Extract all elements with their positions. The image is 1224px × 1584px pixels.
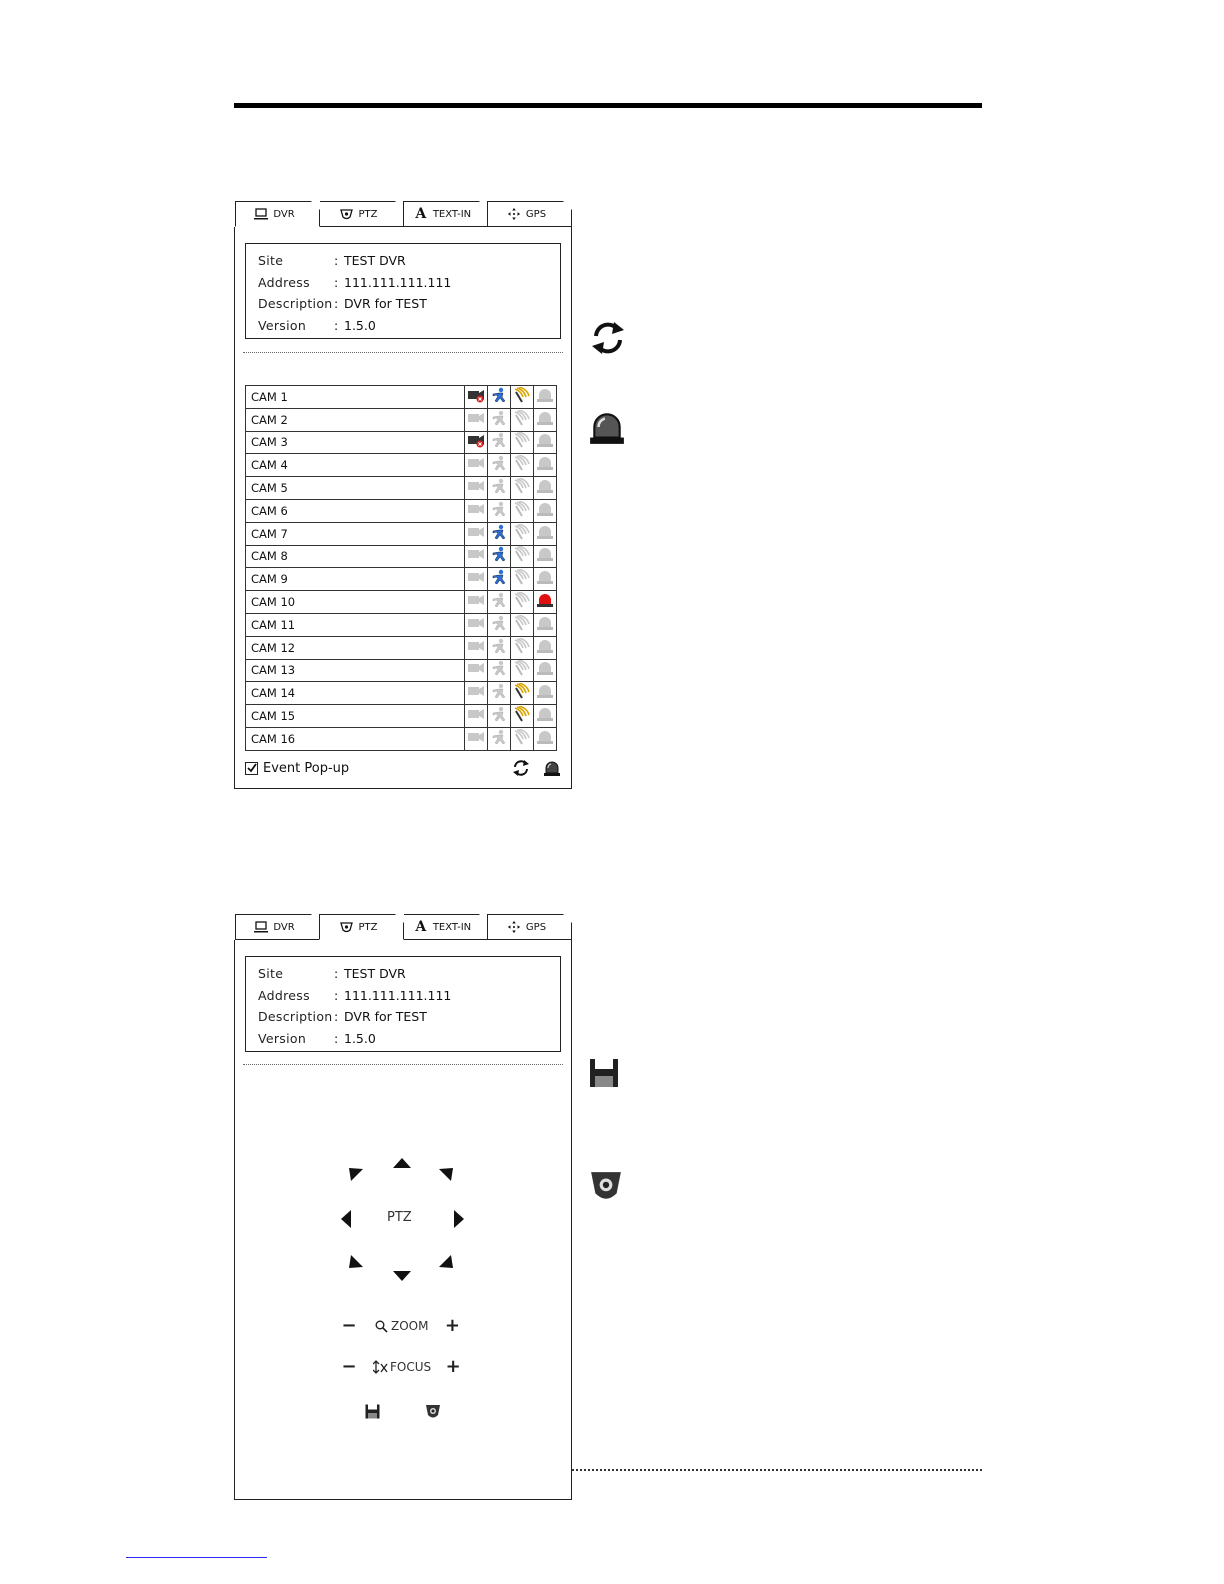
record-status-icon (465, 727, 488, 750)
zoom-in-button[interactable]: + (444, 1315, 461, 1336)
camera-name: CAM 7 (246, 522, 465, 545)
info-sep: : (334, 296, 339, 312)
ptz-up-button[interactable] (393, 1158, 411, 1168)
save-preset-icon (589, 1058, 619, 1092)
info-version-value: 1.5.0 (344, 317, 376, 333)
info-row-version (258, 1028, 548, 1050)
panel-footer (245, 759, 561, 777)
text-a-icon: A (415, 206, 427, 222)
alarm-status-icon (533, 727, 556, 750)
info-address-value: 111.111.111.111 (344, 274, 452, 290)
info-site-key: Site (258, 253, 284, 269)
magnifier-icon (375, 1320, 388, 1333)
info-description-value: DVR for TEST (344, 1009, 427, 1025)
motion-status-icon (488, 499, 511, 522)
info-address-value: 111.111.111.111 (344, 987, 452, 1003)
sensor-status-icon (511, 591, 534, 614)
footer-link-underline (126, 1557, 267, 1558)
alarm-status-icon (533, 522, 556, 545)
tab-dvr[interactable] (235, 201, 320, 227)
sensor-status-icon (511, 545, 534, 568)
save-preset-icon[interactable] (365, 1404, 380, 1419)
camera-name: CAM 9 (246, 568, 465, 591)
table-row[interactable] (246, 431, 557, 454)
table-row[interactable] (246, 705, 557, 728)
sensor-status-icon (511, 705, 534, 728)
camera-status-table (245, 385, 557, 751)
alarm-status-icon (533, 499, 556, 522)
alarm-status-icon (533, 545, 556, 568)
ptz-left-button[interactable] (341, 1210, 351, 1228)
sensor-status-icon (511, 499, 534, 522)
table-row[interactable] (246, 408, 557, 431)
record-status-icon (465, 659, 488, 682)
table-row[interactable] (246, 682, 557, 705)
ptz-center-label: PTZ (387, 1210, 412, 1225)
record-status-icon (465, 431, 488, 454)
tab-gps[interactable] (487, 914, 572, 940)
tab-bar (235, 914, 573, 940)
table-row[interactable] (246, 477, 557, 500)
alarm-status-icon (533, 431, 556, 454)
tab-gps[interactable] (487, 201, 572, 227)
tab-dvr-label: DVR (273, 921, 295, 933)
monitor-icon (254, 207, 268, 221)
sensor-status-icon (511, 431, 534, 454)
info-sep: : (334, 253, 339, 269)
sensor-status-icon (511, 477, 534, 500)
info-row-version (258, 315, 548, 337)
motion-status-icon (488, 522, 511, 545)
zoom-control (341, 1315, 461, 1336)
move-arrows-icon (507, 920, 521, 934)
alarm-siren-icon (588, 408, 626, 450)
sensor-status-icon (511, 613, 534, 636)
info-sep: : (334, 317, 339, 333)
table-row[interactable] (246, 545, 557, 568)
alarm-status-icon (533, 613, 556, 636)
motion-status-icon (488, 568, 511, 591)
camera-name: CAM 3 (246, 431, 465, 454)
sensor-status-icon (511, 408, 534, 431)
motion-status-icon (488, 477, 511, 500)
preset-camera-icon[interactable] (425, 1404, 441, 1420)
record-status-icon (465, 522, 488, 545)
dvr-info-box (245, 956, 561, 1052)
info-site-key: Site (258, 966, 284, 982)
info-address-key: Address (258, 987, 310, 1003)
ptz-down-button[interactable] (393, 1271, 411, 1281)
alarm-status-icon (533, 705, 556, 728)
camera-name: CAM 10 (246, 591, 465, 614)
camera-name: CAM 5 (246, 477, 465, 500)
tab-text-in[interactable] (403, 201, 488, 227)
focus-control (341, 1356, 461, 1377)
record-status-icon (465, 636, 488, 659)
info-version-key: Version (258, 317, 307, 333)
info-site-value: TEST DVR (344, 966, 406, 982)
event-popup-checkbox[interactable] (245, 762, 258, 775)
tab-dvr-label: DVR (273, 208, 295, 220)
motion-status-icon (488, 408, 511, 431)
ptz-down-left-button[interactable] (349, 1254, 363, 1268)
record-status-icon (465, 386, 488, 409)
info-row-site (258, 250, 548, 272)
sensor-status-icon (511, 682, 534, 705)
dvr-panel (234, 206, 572, 789)
focus-label: FOCUS (390, 1360, 432, 1374)
alarm-status-icon (533, 636, 556, 659)
camera-name: CAM 15 (246, 705, 465, 728)
move-arrows-icon (507, 207, 521, 221)
focus-icon (373, 1360, 389, 1374)
record-status-icon (465, 568, 488, 591)
info-row-address (258, 272, 548, 294)
record-status-icon (465, 613, 488, 636)
sensor-status-icon (511, 454, 534, 477)
alarm-status-icon (533, 386, 556, 409)
sensor-status-icon (511, 522, 534, 545)
info-row-site (258, 963, 548, 985)
alarm-status-icon (533, 659, 556, 682)
table-row[interactable] (246, 636, 557, 659)
ptz-right-button[interactable] (454, 1210, 464, 1228)
motion-status-icon (488, 636, 511, 659)
monitor-icon (254, 920, 268, 934)
alarm-status-icon (533, 477, 556, 500)
table-row[interactable] (246, 568, 557, 591)
camera-name: CAM 13 (246, 659, 465, 682)
table-row[interactable] (246, 499, 557, 522)
motion-status-icon (488, 727, 511, 750)
camera-name: CAM 8 (246, 545, 465, 568)
record-status-icon (465, 682, 488, 705)
camera-name: CAM 16 (246, 727, 465, 750)
record-status-icon (465, 591, 488, 614)
ptz-up-left-button[interactable] (349, 1168, 363, 1182)
info-row-address (258, 985, 548, 1007)
sensor-status-icon (511, 568, 534, 591)
motion-status-icon (488, 613, 511, 636)
bottom-dotted-rule (572, 1469, 982, 1471)
camera-name: CAM 4 (246, 454, 465, 477)
focus-near-button[interactable]: − (341, 1356, 357, 1377)
info-description-key: Description (258, 1009, 333, 1025)
ptz-direction-pad (335, 1154, 471, 1284)
info-sep: : (334, 1009, 339, 1025)
camera-name: CAM 11 (246, 613, 465, 636)
tab-ptz[interactable] (319, 914, 404, 940)
tab-text-in-label: TEXT-IN (432, 208, 472, 220)
camera-name: CAM 1 (246, 386, 465, 409)
ptz-down-right-button[interactable] (439, 1254, 453, 1268)
record-status-icon (465, 499, 488, 522)
info-version-key: Version (258, 1030, 307, 1046)
camera-name: CAM 6 (246, 499, 465, 522)
dvr-info-box (245, 243, 561, 339)
text-a-icon: A (415, 919, 427, 935)
sensor-status-icon (511, 636, 534, 659)
motion-status-icon (488, 659, 511, 682)
motion-status-icon (488, 386, 511, 409)
info-row-description (258, 1006, 548, 1028)
info-row-description (258, 293, 548, 315)
info-description-value: DVR for TEST (344, 296, 427, 312)
sensor-status-icon (511, 727, 534, 750)
ptz-up-right-button[interactable] (439, 1168, 453, 1182)
camera-name: CAM 14 (246, 682, 465, 705)
sensor-status-icon (511, 659, 534, 682)
alarm-status-icon (533, 408, 556, 431)
info-site-value: TEST DVR (344, 253, 406, 269)
ptz-camera-icon (340, 207, 354, 221)
table-row[interactable] (246, 454, 557, 477)
info-address-key: Address (258, 274, 310, 290)
alarm-status-icon (533, 568, 556, 591)
tab-text-in-label: TEXT-IN (432, 921, 472, 933)
focus-far-button[interactable]: + (445, 1356, 461, 1377)
camera-name: CAM 12 (246, 636, 465, 659)
info-sep: : (334, 1030, 339, 1046)
info-description-key: Description (258, 296, 333, 312)
tab-gps-label: GPS (525, 921, 547, 933)
tab-ptz-label: PTZ (358, 208, 378, 220)
preset-camera-icon (589, 1170, 623, 1208)
motion-status-icon (488, 454, 511, 477)
table-row[interactable] (246, 613, 557, 636)
dotted-separator (243, 352, 563, 353)
info-version-value: 1.5.0 (344, 1030, 376, 1046)
tab-ptz-label: PTZ (358, 921, 378, 933)
info-sep: : (334, 966, 339, 982)
record-status-icon (465, 454, 488, 477)
dotted-separator (243, 1064, 563, 1065)
ptz-panel (234, 919, 572, 1500)
table-row[interactable] (246, 659, 557, 682)
motion-status-icon (488, 431, 511, 454)
motion-status-icon (488, 591, 511, 614)
camera-name: CAM 2 (246, 408, 465, 431)
table-row[interactable] (246, 727, 557, 750)
tab-bar (235, 201, 573, 227)
tab-ptz[interactable] (319, 201, 404, 227)
refresh-icon[interactable] (511, 759, 531, 777)
alarm-status-icon (533, 682, 556, 705)
ptz-camera-icon (340, 920, 354, 934)
record-status-icon (465, 545, 488, 568)
motion-status-icon (488, 705, 511, 728)
table-row[interactable] (246, 522, 557, 545)
info-sep: : (334, 987, 339, 1003)
tab-text-in[interactable] (403, 914, 488, 940)
zoom-label: ZOOM (391, 1319, 429, 1333)
info-sep: : (334, 274, 339, 290)
tab-gps-label: GPS (525, 208, 547, 220)
motion-status-icon (488, 682, 511, 705)
table-row[interactable] (246, 386, 557, 409)
event-popup-label: Event Pop-up (263, 760, 350, 776)
refresh-icon (588, 320, 628, 360)
sensor-status-icon (511, 386, 534, 409)
motion-status-icon (488, 545, 511, 568)
table-row[interactable] (246, 591, 557, 614)
record-status-icon (465, 477, 488, 500)
tab-dvr[interactable] (235, 914, 320, 940)
record-status-icon (465, 408, 488, 431)
alarm-siren-icon[interactable] (543, 759, 561, 777)
alarm-status-icon (533, 454, 556, 477)
zoom-out-button[interactable]: − (341, 1315, 357, 1336)
alarm-status-icon (533, 591, 556, 614)
top-rule (234, 103, 982, 108)
record-status-icon (465, 705, 488, 728)
